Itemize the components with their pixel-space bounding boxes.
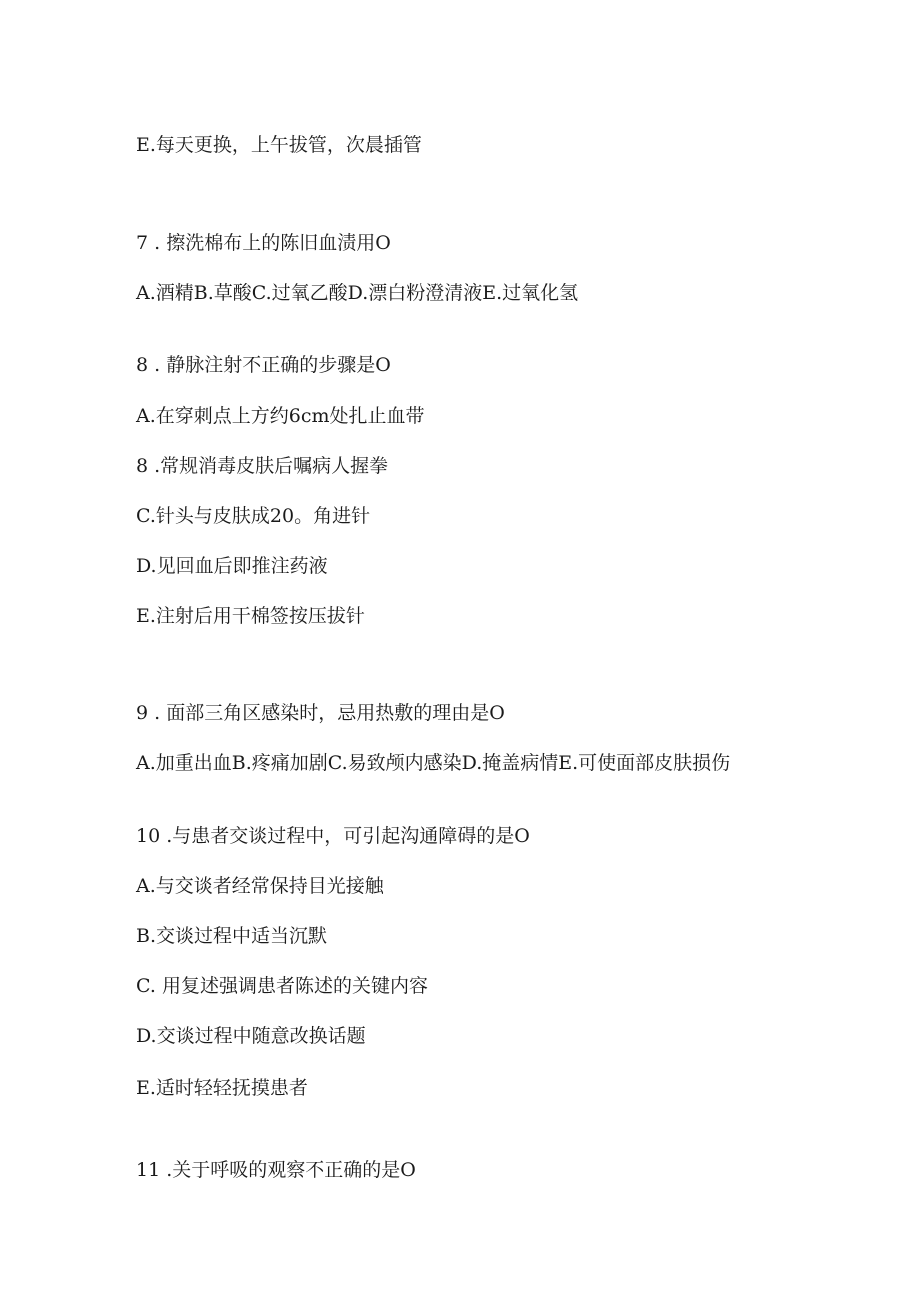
question-10-option-b: B.交谈过程中适当沉默 xyxy=(136,925,328,947)
question-8-option-b: 8 .常规消毒皮肤后嘱病人握拳 xyxy=(136,455,389,477)
question-8-stem: 8 . 静脉注射不正确的步骤是O xyxy=(136,354,391,376)
question-7-options: A.酒精B.草酸C.过氧乙酸D.漂白粉澄清液E.过氧化氢 xyxy=(136,282,579,304)
question-10-stem: 10 .与患者交谈过程中，可引起沟通障碍的是O xyxy=(136,825,530,847)
question-9-stem: 9 . 面部三角区感染时，忌用热敷的理由是O xyxy=(136,702,505,724)
question-8-option-a: A.在穿刺点上方约6cm处扎止血带 xyxy=(136,405,425,427)
question-10-option-e: E.适时轻轻抚摸患者 xyxy=(136,1077,308,1099)
question-10-option-d: D.交谈过程中随意改换话题 xyxy=(136,1025,366,1047)
question-7-stem: 7 . 擦洗棉布上的陈旧血渍用O xyxy=(136,232,391,254)
question-10-option-c: C. 用复述强调患者陈述的关键内容 xyxy=(136,975,428,997)
question-8-option-e: E.注射后用干棉签按压拔针 xyxy=(136,605,365,627)
question-11-stem: 11 .关于呼吸的观察不正确的是O xyxy=(136,1159,416,1181)
option-e-catheter-change: E.每天更换，上午拔管，次晨插管 xyxy=(136,134,422,156)
question-8-option-d: D.见回血后即推注药液 xyxy=(136,555,328,577)
question-9-options: A.加重出血B.疼痛加剧C.易致颅内感染D.掩盖病情E.可使面部皮肤损伤 xyxy=(136,752,731,774)
question-8-option-c: C.针头与皮肤成20。角进针 xyxy=(136,505,371,527)
question-10-option-a: A.与交谈者经常保持目光接触 xyxy=(136,875,384,897)
